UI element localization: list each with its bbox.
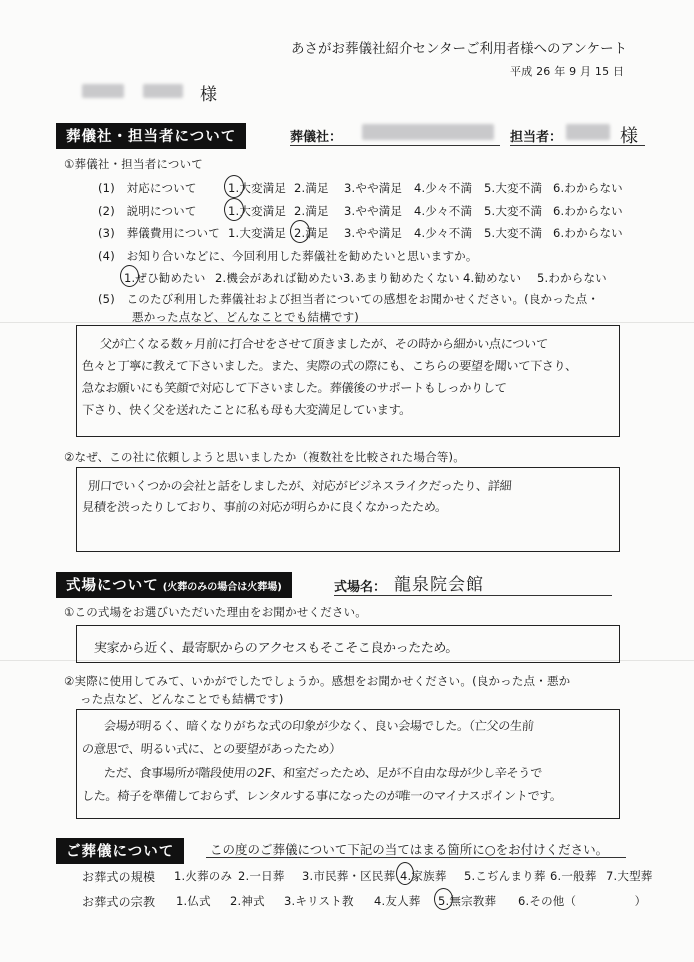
option-cremation-only: 1.火葬のみ <box>174 869 233 883</box>
handwritten-answer-line: 見積を渋ったりしており、事前の対応が明らかに良くなかったため。 <box>81 500 448 514</box>
option-somewhat-satisfied: 3.やや満足 <box>344 181 403 195</box>
option-non-religious: 5.無宗教葬 <box>438 894 497 908</box>
rating-row-response-label: (1) 対応について <box>98 181 197 195</box>
option-satisfied: 2.満足 <box>294 204 329 218</box>
handwritten-answer-line: 下さり、快く父を送れたことに私も母も大変満足しています。 <box>81 403 412 417</box>
redacted-customer-name <box>143 84 183 98</box>
redacted-customer-name <box>82 84 124 98</box>
redacted-staff-name <box>566 124 610 140</box>
option-somewhat-satisfied: 3.やや満足 <box>344 226 403 240</box>
option-very-satisfied: 1.大変満足 <box>228 204 287 218</box>
section-funeral-company-title: 葬儀社・担当者について <box>56 123 246 149</box>
handwritten-answer-line: の意思で、明るい式に、との要望があったため） <box>81 742 342 756</box>
option-somewhat-dissatisfied: 4.少々不満 <box>414 204 473 218</box>
option-very-dissatisfied: 5.大変不満 <box>484 226 543 240</box>
q2-label: ②なぜ、この社に依頼しようと思いましたか（複数社を比較された場合等)。 <box>64 450 465 464</box>
venue-q2-label-line2: った点など、どんなことでも結構です) <box>80 692 284 706</box>
handwritten-answer-line: 急なお願いにも笑顔で対応して下さいました。葬儀後のサポートもしっかりして <box>81 381 507 395</box>
venue-label: 式場名： <box>334 580 387 595</box>
option-shinto: 2.神式 <box>230 894 265 908</box>
section-venue-title-note: (火葬のみの場合は火葬場) <box>162 582 282 593</box>
q5-label-line1: (5) このたび利用した葬儀社および担当者についての感想をお聞かせください。(良かった点・ <box>98 292 600 306</box>
q4-options <box>124 270 607 286</box>
rating-row-cost-label: (3) 葬儀費用について <box>98 226 220 240</box>
section-venue-title-text: 式場について <box>66 578 159 594</box>
option-satisfied: 2.満足 <box>294 181 329 195</box>
venue-name-handwritten: 龍泉院会館 <box>394 575 484 595</box>
rating-row-explanation-label: (2) 説明について <box>98 204 197 218</box>
company-underline <box>290 145 500 146</box>
option-very-satisfied: 1.大変満足 <box>228 226 287 240</box>
handwritten-answer-line: 実家から近く、最寄駅からのアクセスもそこそこ良かったため。 <box>93 641 459 656</box>
customer-suffix: 様 <box>200 85 217 105</box>
handwritten-answer-line: 父が亡くなる数ヶ月前に打合せをさせて頂きましたが、その時から細かい点について <box>99 337 549 351</box>
option-general-funeral: 6.一般葬 <box>550 869 597 883</box>
section-funeral-title: ご葬儀について <box>56 838 184 864</box>
option-not-really-recommend: 3.あまり勧めたくない <box>343 271 460 285</box>
option-very-dissatisfied: 5.大変不満 <box>484 204 543 218</box>
option-citizen-funeral: 3.市民葬・区民葬 <box>302 869 396 883</box>
option-unknown: 6.わからない <box>553 226 623 240</box>
option-somewhat-satisfied: 3.やや満足 <box>344 204 403 218</box>
staff-label: 担当者： <box>510 130 563 145</box>
option-one-day: 2.一日葬 <box>238 869 285 883</box>
funeral-instruction: この度のご葬儀について下記の当てはまる箇所に○をお付けください。 <box>210 842 609 857</box>
option-friend-funeral: 4.友人葬 <box>374 894 421 908</box>
option-family-funeral: 4.家族葬 <box>400 869 447 883</box>
option-not-recommend: 4.勧めない <box>463 271 522 285</box>
staff-underline <box>510 145 645 146</box>
rating-row-response-options <box>228 180 623 196</box>
survey-date: 平成 26 年 9 月 15 日 <box>510 65 625 78</box>
selected-circle <box>224 198 244 221</box>
q5-label-line2: 悪かった点など、どんなことでも結構です) <box>132 310 359 324</box>
option-other: 6.その他（ ） <box>518 894 647 908</box>
handwritten-answer-line: した。椅子を準備しておらず、レンタルする事になったのが唯一のマイナスポイントです。 <box>81 789 563 803</box>
handwritten-answer-line: 会場が明るく、暗くなりがちな式の印象が少なく、良い会場でした。（亡父の生前 <box>103 719 535 733</box>
option-very-satisfied: 1.大変満足 <box>228 181 287 195</box>
selected-circle <box>434 888 453 910</box>
instruction-underline <box>206 857 626 858</box>
option-satisfied: 2.満足 <box>294 226 329 240</box>
q1-label: ①葬儀社・担当者について <box>64 157 203 171</box>
religion-label: お葬式の宗教 <box>82 895 156 909</box>
venue-q2-label-line1: ②実際に使用してみて、いかがでしたでしょうか。感想をお聞かせください。(良かった点・悪か <box>64 674 571 688</box>
handwritten-answer-line: 別口でいくつかの会社と話をしましたが、対応がビジネスライクだったり、詳細 <box>87 479 512 493</box>
religion-options <box>176 893 646 909</box>
option-definitely-recommend: 1.ぜひ勧めたい <box>124 271 206 285</box>
option-somewhat-dissatisfied: 4.少々不満 <box>414 181 473 195</box>
handwritten-answer-line: ただ、食事場所が階段使用の2F、和室だったため、足が不自由な母が少し辛そうで <box>103 766 543 780</box>
option-very-dissatisfied: 5.大変不満 <box>484 181 543 195</box>
selected-circle <box>290 220 310 243</box>
section-venue-title <box>56 572 292 598</box>
option-unknown: 6.わからない <box>553 204 623 218</box>
selected-circle <box>120 265 139 287</box>
q4-label: (4) お知り合いなどに、今回利用した葬儀社を勧めたいと思いますか。 <box>98 249 478 263</box>
option-unknown: 6.わからない <box>553 181 623 195</box>
option-christian: 3.キリスト教 <box>284 894 354 908</box>
venue-underline <box>334 595 612 596</box>
selected-circle <box>224 175 244 198</box>
redacted-company-name <box>362 124 494 140</box>
staff-suffix: 様 <box>620 126 638 147</box>
company-label: 葬儀社： <box>290 130 343 145</box>
option-small-funeral: 5.こぢんまり葬 <box>464 869 546 883</box>
rating-row-explanation-options <box>228 203 623 219</box>
handwritten-answer-line: 色々と丁寧に教えて下さいました。また、実際の式の際にも、こちらの要望を聞いて下さり、 <box>81 359 578 373</box>
rating-row-cost-options <box>228 225 623 241</box>
option-somewhat-dissatisfied: 4.少々不満 <box>414 226 473 240</box>
survey-title: あさがお葬儀社紹介センターご利用者様へのアンケート <box>291 41 628 57</box>
option-unknown: 5.わからない <box>537 271 607 285</box>
venue-q1-label: ①この式場をお選びいただいた理由をお聞かせください。 <box>64 605 368 619</box>
option-recommend-if-chance: 2.機会があれば勧めたい <box>215 271 344 285</box>
option-buddhist: 1.仏式 <box>176 894 211 908</box>
scale-label: お葬式の規模 <box>82 870 156 884</box>
selected-circle <box>396 862 414 885</box>
option-large-funeral: 7.大型葬 <box>606 869 653 883</box>
